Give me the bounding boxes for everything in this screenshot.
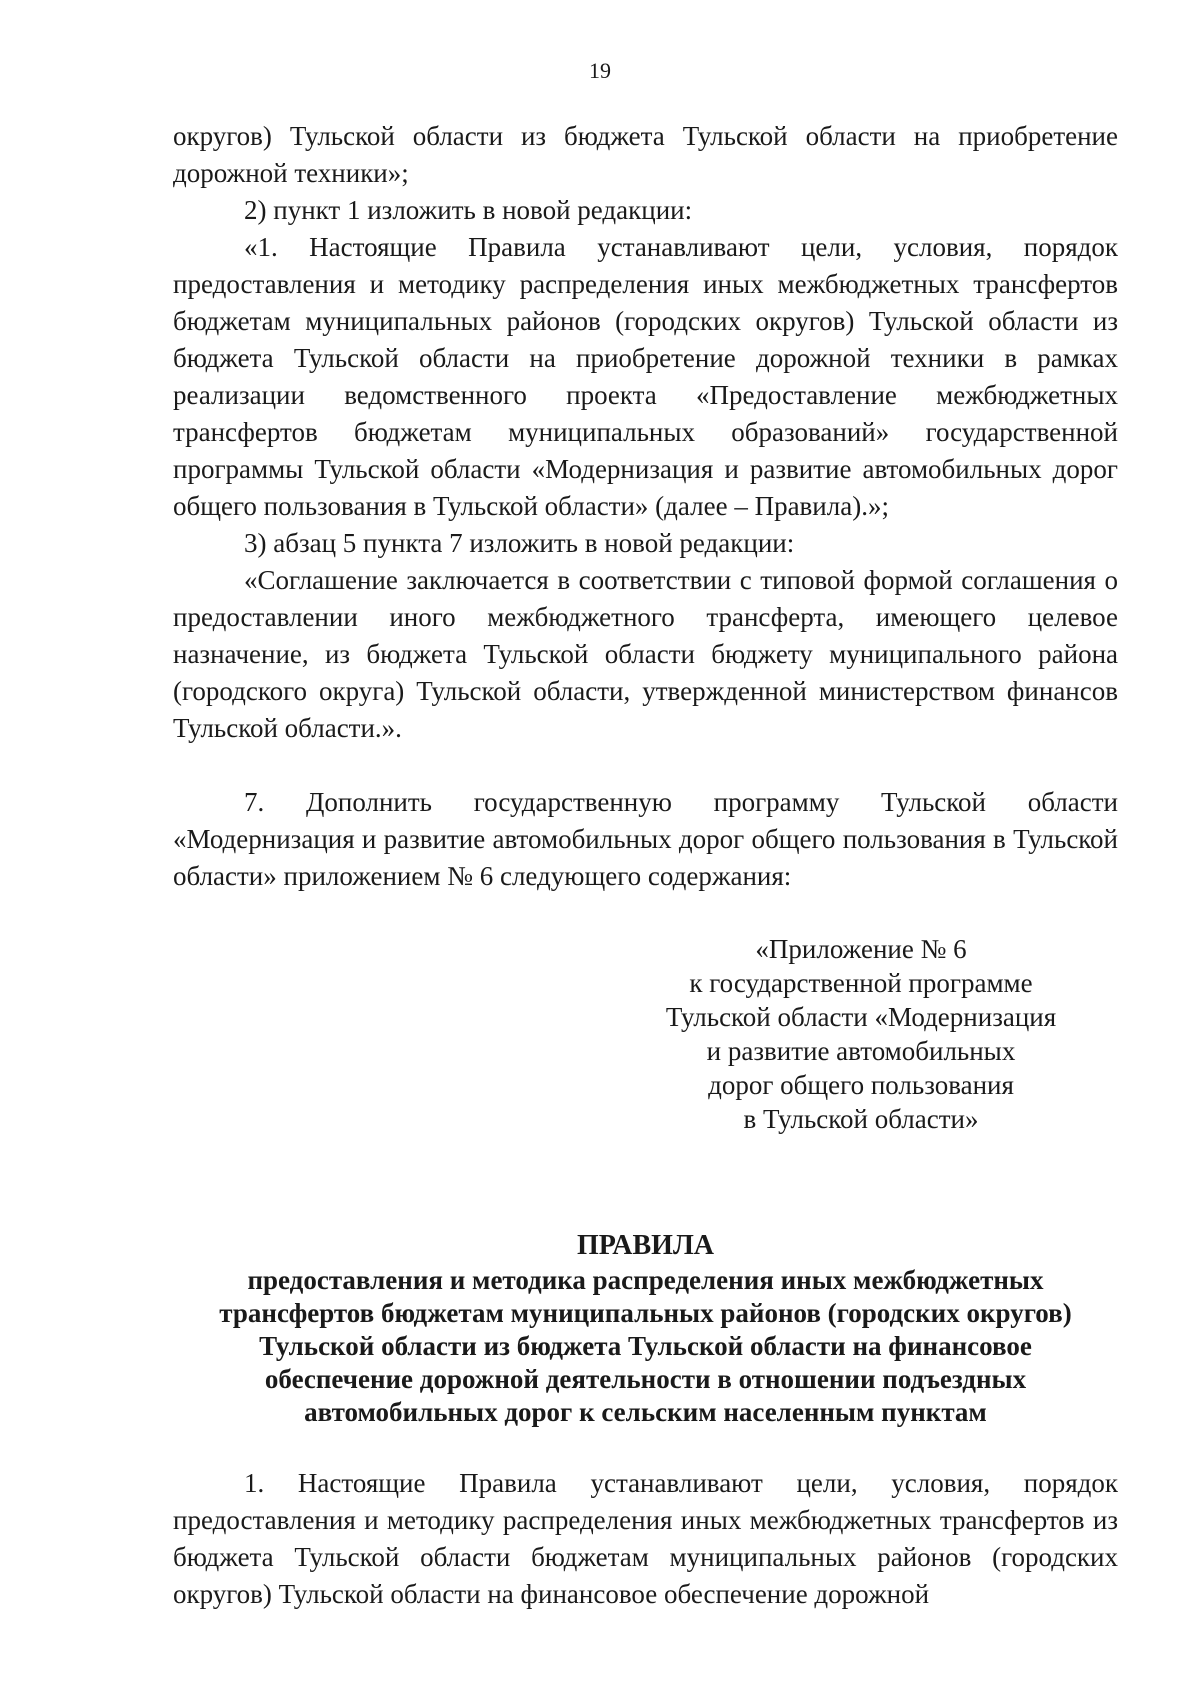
paragraph-item-7: 7. Дополнить государственную программу Тульской области «Модернизация и развитие автомобильных дорог общего пользования в Тульской области» приложением № 6 следующего содержания: [173,787,1118,891]
appendix-line: к государственной программе [689,968,1033,998]
subtitle-line: автомобильных дорог к сельским населенным пунктам [304,1397,987,1427]
rules-title-block [173,1228,1118,1429]
paragraph-agreement-quote: «Соглашение заключается в соответствии с типовой формой соглашения о предоставлении иного межбюджетного трансферта, имеющего целевое назначение, из бюджета Тульской области бюджету муниципального района (городского округа) Тульской области, утвержденной министерством финансов Тульской области.». [173,565,1118,743]
paragraph-item-3: 3) абзац 5 пункта 7 изложить в новой редакции: [244,528,795,558]
appendix-line: и развитие автомобильных [706,1036,1016,1066]
rules-title: ПРАВИЛА [576,1230,715,1261]
document-body [173,118,1118,1613]
appendix-line: Тульской области «Модернизация [665,1002,1057,1032]
appendix-line: в Тульской области» [743,1104,979,1134]
subtitle-line: обеспечение дорожной деятельности в отношении подъездных [264,1364,1027,1394]
subtitle-line: трансфертов бюджетам муниципальных районов (городских округов) [219,1298,1072,1328]
paragraph-item-2: 2) пункт 1 изложить в новой редакции: [244,195,693,225]
appendix-heading [604,932,1118,1136]
paragraph-rules-item-1: 1. Настоящие Правила устанавливают цели, условия, порядок предоставления и методику распределения иных межбюджетных трансфертов из бюджета Тульской области бюджетам муниципальных районов (городских округов) Тульской области на финансовое обеспечение дорожной [173,1468,1118,1609]
rules-subtitle [173,1264,1118,1429]
paragraph-rules-quote: «1. Настоящие Правила устанавливают цели, условия, порядок предоставления и методику распределения иных межбюджетных трансфертов бюджетам муниципальных районов (городских округов) Тульской области из бюджета Тульской области на приобретение дорожной техники в рамках реализации ведомственного проекта «Предоставление межбюджетных трансфертов бюджетам муниципальных образований» государственной программы Тульской области «Модернизация и развитие автомобильных дорог общего пользования в Тульской области» (далее – Правила).»; [173,232,1118,521]
paragraph-continuation: округов) Тульской области из бюджета Тульской области на приобретение дорожной техники»; [173,121,1118,188]
subtitle-line: предоставления и методика распределения иных межбюджетных [247,1265,1044,1295]
page-number: 19 [589,58,611,83]
subtitle-line: Тульской области из бюджета Тульской области на финансовое [259,1331,1032,1361]
appendix-line: дорог общего пользования [708,1070,1014,1100]
appendix-line: «Приложение № 6 [755,934,967,964]
